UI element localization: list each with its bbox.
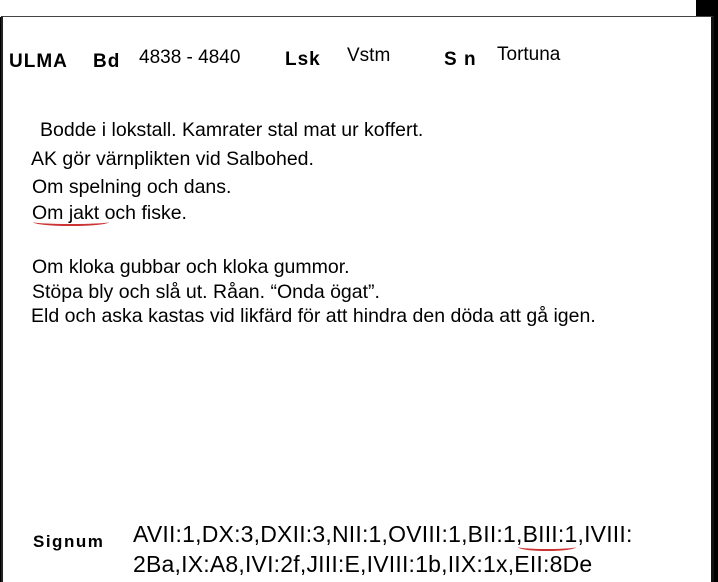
signum-label: Signum [33,532,105,551]
signum-line-1: AVII:1,DX:3,DXII:3,NII:1,OVIII:1,BII:1,BIII:1,IVIII: [133,521,633,547]
text-line-5: Om kloka gubbar och kloka gummor. [32,256,350,278]
sn-label: S n [444,49,477,70]
bd-value: 4838 - 4840 [139,47,241,68]
lsk-label: Lsk [285,49,321,70]
text-line-4: Om jakt och fiske. [32,202,187,224]
scan-top-margin [0,0,718,17]
text-line-6: Stöpa bly och slå ut. Råan. “Onda ögat”. [32,281,380,303]
handwritten-underline [33,218,109,226]
text-line-1: Bodde i lokstall. Kamrater stal mat ur koffert. [40,119,424,141]
archive-card [1,16,714,582]
signum-line-2: 2Ba,IX:A8,IVI:2f,JIII:E,IVIII:1b,IIX:1x,EII:8De [133,551,593,577]
sn-value: Tortuna [497,44,561,65]
bd-label: Bd [93,51,121,72]
lsk-value: Vstm [347,45,391,66]
signum-handwritten-underline [518,543,576,551]
scan-corner-shadow [696,0,718,17]
text-line-2: AK gör värnplikten vid Salbohed. [31,148,314,170]
text-line-7: Eld och aska kastas vid likfärd för att hindra den döda att gå igen. [31,305,596,327]
ulma-label: ULMA [9,51,68,72]
text-line-3: Om spelning och dans. [32,176,232,198]
